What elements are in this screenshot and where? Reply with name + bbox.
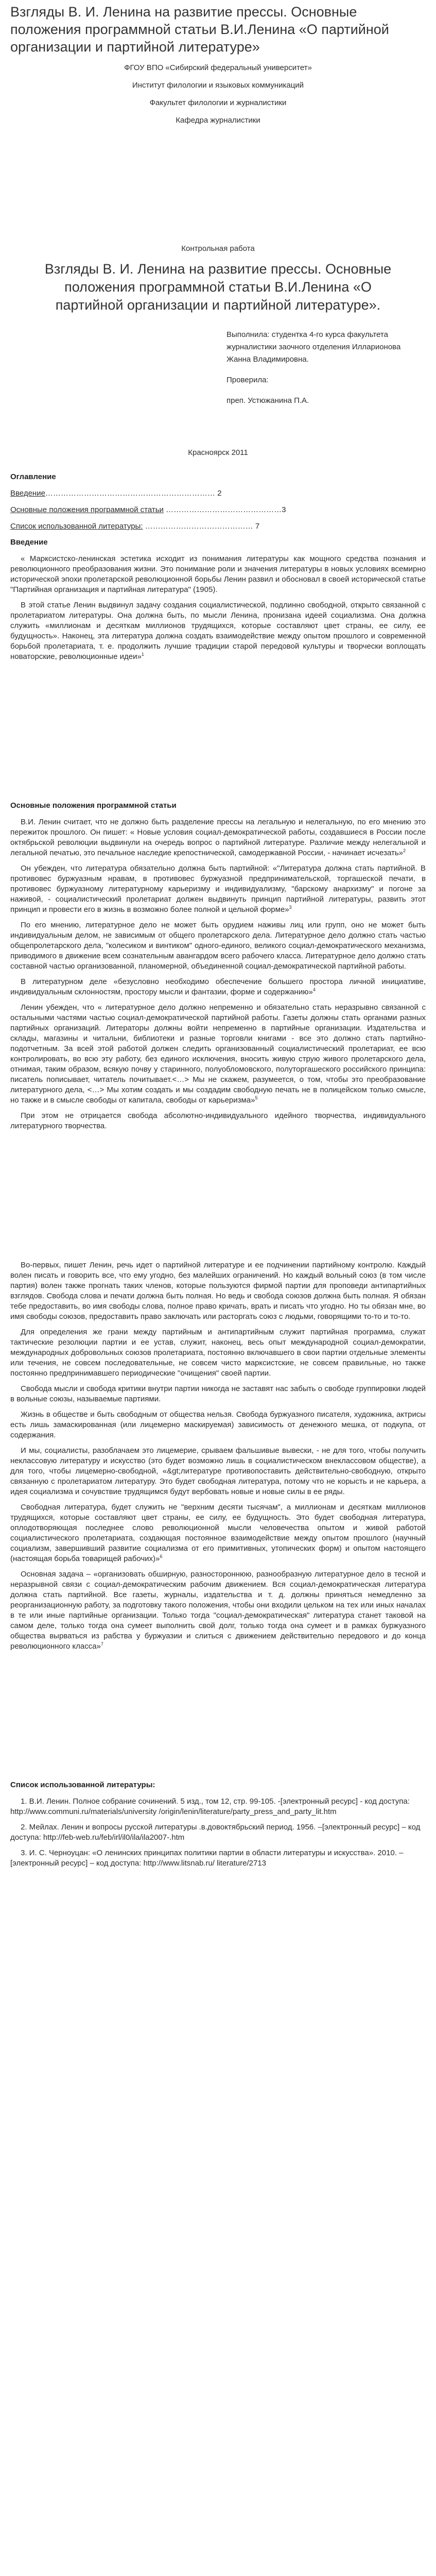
- city-year: Красноярск 2011: [188, 448, 248, 457]
- table-of-contents: [10, 488, 426, 532]
- body-paragraph: При этом не отрицается свобода абсолютно-индивидуального идейного творчества, индивидуального литературного творчества.: [10, 1111, 426, 1130]
- body-paragraph: Свобода мысли и свобода критики внутри партии никогда не заставят нас забыть о свободе группировки людей в вольные союзы, называемые партиями.: [10, 1384, 426, 1403]
- toc-heading: Оглавление: [10, 472, 56, 481]
- reference-item: 1. В.И. Ленин. Полное собрание сочинений. 5 изд., том 12, стр. 99-105. -[электронный ресурс] - код доступа: http://www.communi.ru/materials/university /origin/lenin/literature/party_press_and_party_lit.htm: [10, 1797, 410, 1816]
- reference-item: 2. Мейлах. Ленин и вопросы русской литературы .в.довоктябрьский период. 1956. –[электронный ресурс] – код доступа: http://feb-web.ru/feb/irl/il0/ila/ila2007-.htm: [10, 1823, 421, 1842]
- toc-link-main[interactable]: Основные положения программной статьи: [10, 505, 164, 514]
- intro-paragraph: « Марксистско-ленинская эстетика исходит из понимания литературы как мощного средства познания и революционного преобразования жизни. Это понимание роли и значения литературы в новых условиях всемирно исторической эпохи пролетарской революционной борьбы Ленин развил и обосновал в своей исторической статье "Партийная организация и партийная литература" (1905).: [10, 554, 426, 594]
- toc-link-refs[interactable]: Список использованной литературы:: [10, 522, 143, 531]
- department-name: Кафедра журналистики: [176, 116, 260, 125]
- reference-item: 3. И. С. Черноуцан: «О ленинских принципах политики партии в области литературы и искусства». 2010. – [электронный ресурс] – код доступа: http://www.litsnab.ru/ literature/2713: [10, 1849, 404, 1868]
- author-info: Выполнила: студентка 4-го курса факультета журналистики заочного отделения Илларионова Жанна Владимировна.: [226, 330, 401, 364]
- work-title: Взгляды В. И. Ленина на развитие прессы. Основные положения программной статьи В.И.Ленина «О партийной организации и партийной литературе».: [44, 261, 392, 313]
- author-block: [226, 329, 426, 407]
- footnote-ref: 3: [289, 905, 292, 910]
- intro-paragraph: В этой статье Ленин выдвинул задачу создания социалистической, подлинно свободной, открыто связанной с пролетариатом литературы. Она должна быть, по мысли Ленина, пронизана идеей социализма. Она должна служить «миллионам и десяткам миллионов трудящихся, которые составляют цвет страны, ее силу, ее будущность». Наконец, эта литература должна создать взаимодействие между опытом прошлого и современной борьбой пролетариата, т. е. продолжить лучшие традиции старой передовой культуры и творчески воплощать новаторские, революционные идеи»$^1$: [10, 601, 426, 661]
- references-heading: Список использованной литературы:: [10, 1781, 155, 1789]
- toc-item[interactable]: [10, 521, 426, 532]
- body-paragraph: Он убежден, что литература обязательно должна быть партийной: «"Литература должна стать партийной. В противовес буржуазным нравам, в противовес буржуазной предпринимательской, торгашеской печати, в противовес буржуазному литературному карьеризму и индивидуализму, "барскому анархизму" и погоне за наживой, - социалистический пролетариат должен выдвинуть принцип партийной литературы, развить этот принцип и провести его в жизнь в возможно более полной и цельной форме»$^3$: [10, 864, 426, 914]
- body-paragraph: Для определения же грани между партийным и антипартийным служит партийная программа, служат тактические резолюции партии и ее устав, служит, наконец, весь опыт международной социал-демократии, международных добровольных союзов пролетариата, постоянно включавшего в свои партии отдельные элементы или течения, не совсем последовательные, не совсем чисто марксистские, не совсем правильные, но также постоянно предпринимавшего периодические "очищения" своей партии.: [10, 1328, 426, 1378]
- body-paragraph: И мы, социалисты, разоблачаем это лицемерие, срываем фальшивые вывески, - не для того, чтобы получить неклассовую литературу и искусство (это будет возможно лишь в социалистическом внеклассовом обществе), а для того, чтобы лицемерно-свободной, «&gt;литературе противопоставить действительно-свободную, открыто связанную с пролетариатом литературу. Это будет свободная литература, потому что не корысть и не карьера, а идея социализма и сочувствие трудящимся будут вербовать новые и новые силы в ее ряды.: [10, 1446, 426, 1496]
- reviewer-label: Проверила:: [226, 376, 269, 384]
- university-name: ФГОУ ВПО «Сибирский федеральный университет»: [124, 63, 312, 72]
- body-paragraph: Свободная литература, будет служить не "верхним десяти тысячам", а миллионам и десяткам миллионов трудящихся, которые составляют цвет страны, ее силу, ее будущность. Это будет свободная литература, оплодотворяющая последнее слово революционной мысли человечества опытом и живой работой социалистического пролетариата, создающая постоянное взаимодействие между опытом прошлого (научный социализм, завершивший развитие социализма от его примитивных, утопических форм) и опытом настоящего (настоящая борьба товарищей рабочих)»$^6$: [10, 1503, 426, 1563]
- work-kind: Контрольная работа: [181, 244, 255, 253]
- toc-leader: ………………………………………3: [163, 505, 286, 514]
- footnote-ref: 7: [100, 1641, 103, 1647]
- intro-heading: Введение: [10, 538, 48, 547]
- references-list: [10, 1797, 426, 1869]
- footnote-ref: 6: [160, 1554, 163, 1559]
- body-paragraph: Ленин убежден, что « литературное дело должно непременно и обязательно стать неразрывно связанной с остальными частями частью социал-демократической партийной работы. Газеты должны стать органами разных партийных организаций. Литераторы должны войти непременно в партийные организации. Издательства и склады, магазины и читальни, библиотеки и разные торговли книгами - все это должно стать партийно-подотчетным. За всей этой работой должен следить организованный социалистический пролетариат, ее всю контролировать, во всю эту работу, без единого исключения, вносить живую струю живого пролетарского дела, отнимая, таким образом, всякую почву у старинного, полуобломовского, полуторгашеского российского принципа: писатель пописывает, читатель почитывает.<…> Мы не скажем, разумеется, о том, чтобы это преобразование литературного дела, <…> Мы хотим создать и мы создадим свободную печать не в полицейском только смысле, но также и в смысле свободы от капитала, свободы от карьеризма»$^5$: [10, 1003, 426, 1105]
- reviewer-name: преп. Устюжанина П.А.: [226, 396, 309, 405]
- toc-item[interactable]: [10, 488, 426, 499]
- toc-leader: ………………………………………………………… 2: [45, 489, 222, 498]
- footnote-ref: 4: [312, 987, 316, 992]
- toc-item[interactable]: [10, 505, 426, 515]
- body-paragraph: В.И. Ленин считает, что не должно быть разделение прессы на легальную и нелегальную, по его мнению это пережиток прошлого. Он пишет: « Новые условия социал-демократической работы, создавшиеся в России после октябрьской революции выдвинули на очередь вопрос о партийной литературе. Различие между нелегальной и легальной печатью, это печальное наследие крепостнической, самодержавной России, - начинает исчезать»$^2$: [10, 818, 426, 857]
- footnote-ref: 2: [403, 848, 406, 853]
- faculty-name: Факультет филологии и журналистики: [149, 98, 287, 107]
- body-paragraph: Основная задача – «организовать обширную, разностороннюю, разнообразную литературное дело в тесной и неразрывной связи с социал-демократическим рабочим движением. Вся социал-демократическая литература должна стать партийной. Все газеты, журналы, издательства и т. д. должны приняться немедленно за реорганизационную работу, за подготовку такого положения, чтобы они входили цельком на тех или иных началах в те или иные партийные организации. Только тогда "социал-демократическая" литература станет таковой на самом деле, только тогда она сумеет выполнить свой долг, только тогда она сумеет и в рамках буржуазного общества вырваться из рабства у буржуазии и слиться с движением действительно передового и до конца революционного класса»$^7$: [10, 1570, 426, 1651]
- body-paragraph: По его мнению, литературное дело не может быть орудием наживы лиц или групп, оно не может быть индивидуальным делом, не зависимым от общего пролетарского дела. Литературное дело должно стать частью общепролетарского дела, "колесиком и винтиком" одного-единого, великого социал-демократического механизма, приводимого в движение всем сознательным авангардом всего рабочего класса. Литературное дело должно стать составной частью организованной, планомерной, объединенной социал-демократической партийной работы.: [10, 921, 426, 971]
- body-paragraph: Во-первых, пишет Ленин, речь идет о партийной литературе и ее подчинении партийному контролю. Каждый волен писать и говорить все, что ему угодно, без малейших ограничений. Но каждый вольный союз (в том числе партия) волен также прогнать таких членов, которые пользуются фирмой партии для проповеди антипартийных взглядов. Свобода слова и печати должна быть полная. Но ведь и свобода союзов должна быть полная. Я обязан тебе предоставить, во имя свободы слова, полное право кричать, врать и писать что угодно. Но ты обязан мне, во имя свободы союзов, предоставить право заключать или расторгать союз с людьми, говорящими то-то и то-то.: [10, 1261, 426, 1321]
- toc-leader: …………………………………… 7: [143, 522, 260, 531]
- main-heading: Основные положения программной статьи: [10, 801, 177, 810]
- footnote-ref: 1: [141, 652, 144, 657]
- institute-name: Институт филологии и языковых коммуникаций: [132, 81, 304, 90]
- footnote-ref: 5: [255, 1095, 258, 1100]
- body-paragraph: В литературном деле «безусловно необходимо обеспечение большего простора личной инициативе, индивидуальным склонностям, простору мысли и фантазии, форме и содержанию»$^4$: [10, 977, 426, 996]
- document-title: Взгляды В. И. Ленина на развитие прессы. Основные положения программной статьи В.И.Ленина «О партийной организации и партийной литературе»: [10, 4, 389, 55]
- body-paragraph: Жизнь в обществе и быть свободным от общества нельзя. Свобода буржуазного писателя, художника, актрисы есть лишь замаскированная (или лицемерно маскируемая) зависимость от денежного мешка, от подкупа, от содержания.: [10, 1410, 426, 1439]
- toc-link-intro[interactable]: Введение: [10, 489, 45, 498]
